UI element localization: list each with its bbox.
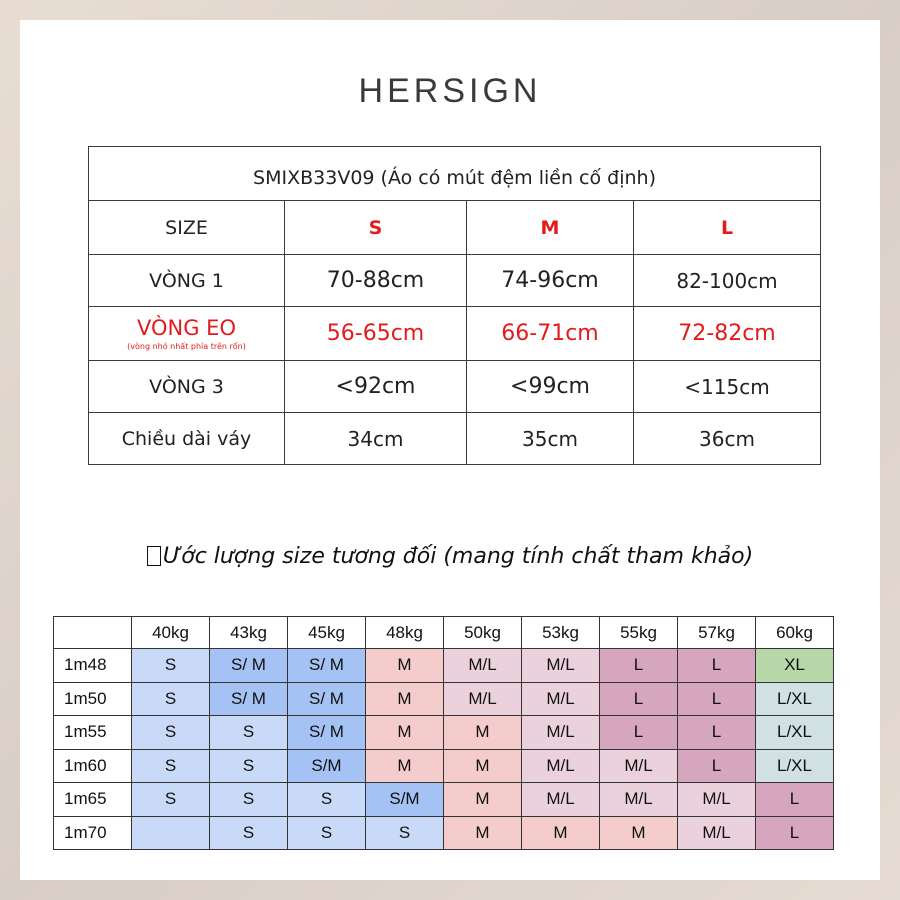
size-cell: L <box>678 649 756 683</box>
size-cell: M <box>366 649 444 683</box>
size-cell: M/L <box>600 749 678 783</box>
size-cell: M/L <box>522 649 600 683</box>
checkbox-glyph-icon <box>147 546 161 566</box>
table-row <box>54 716 834 750</box>
length-l: 36cm <box>634 413 821 465</box>
bust-l: 82-100cm <box>634 255 821 307</box>
height-label: 1m65 <box>54 783 132 817</box>
size-cell: L <box>678 682 756 716</box>
size-cell: L <box>678 749 756 783</box>
row-label-bust: VÒNG 1 <box>89 255 285 307</box>
table-row <box>54 816 834 850</box>
size-cell: L <box>600 682 678 716</box>
size-cell: M/L <box>678 816 756 850</box>
size-cell: S <box>132 716 210 750</box>
size-cell: S <box>132 783 210 817</box>
size-cell: M/L <box>600 783 678 817</box>
length-s: 34cm <box>285 413 467 465</box>
size-cell: S <box>288 783 366 817</box>
estimate-heading-text: Ước lượng size tương đối (mang tính chất tham khảo) <box>162 544 754 569</box>
size-cell: S/M <box>288 749 366 783</box>
size-cell: L <box>756 816 834 850</box>
bust-m: 74-96cm <box>467 255 634 307</box>
size-cell: M/L <box>522 749 600 783</box>
hip-s: <92cm <box>285 361 467 413</box>
height-label: 1m55 <box>54 716 132 750</box>
size-chart-card <box>20 20 880 880</box>
size-cell: S <box>288 816 366 850</box>
size-cell: M <box>444 716 522 750</box>
size-header-s: S <box>285 201 467 255</box>
table-row <box>54 783 834 817</box>
size-cell: S <box>366 816 444 850</box>
size-cell: L/XL <box>756 682 834 716</box>
size-table <box>88 146 821 465</box>
hip-m: <99cm <box>467 361 634 413</box>
table-row <box>54 749 834 783</box>
waist-l: 72-82cm <box>634 307 821 361</box>
size-cell: M <box>366 682 444 716</box>
bust-s: 70-88cm <box>285 255 467 307</box>
height-label: 1m48 <box>54 649 132 683</box>
size-header-m: M <box>467 201 634 255</box>
weight-header: 57kg <box>678 617 756 649</box>
weight-header: 45kg <box>288 617 366 649</box>
size-cell: XL <box>756 649 834 683</box>
size-cell: S <box>132 682 210 716</box>
product-title: SMIXB33V09 (Áo có mút đệm liền cố định) <box>89 147 821 201</box>
size-cell: L/XL <box>756 749 834 783</box>
size-cell: L <box>600 716 678 750</box>
size-header-label: SIZE <box>89 201 285 255</box>
weight-header: 60kg <box>756 617 834 649</box>
size-cell: S <box>132 649 210 683</box>
weight-header: 50kg <box>444 617 522 649</box>
row-label-hip: VÒNG 3 <box>89 361 285 413</box>
hip-l: <115cm <box>634 361 821 413</box>
size-cell: S <box>210 816 288 850</box>
row-label-waist <box>89 307 285 361</box>
size-cell <box>132 816 210 850</box>
size-cell: S <box>210 749 288 783</box>
corner-cell <box>54 617 132 649</box>
length-m: 35cm <box>467 413 634 465</box>
brand-logo: HERSIGN <box>358 72 542 110</box>
size-cell: S <box>132 749 210 783</box>
weight-header: 40kg <box>132 617 210 649</box>
size-cell: M/L <box>444 649 522 683</box>
size-cell: S/ M <box>288 682 366 716</box>
size-cell: L <box>600 649 678 683</box>
row-label-length: Chiều dài váy <box>89 413 285 465</box>
size-cell: M <box>444 816 522 850</box>
size-cell: M <box>600 816 678 850</box>
size-cell: S/M <box>366 783 444 817</box>
size-cell: S/ M <box>210 682 288 716</box>
size-cell: L <box>756 783 834 817</box>
estimate-heading <box>20 544 880 569</box>
size-cell: M <box>522 816 600 850</box>
waist-m: 66-71cm <box>467 307 634 361</box>
weight-header: 55kg <box>600 617 678 649</box>
size-cell: M <box>366 749 444 783</box>
waist-note: (vòng nhỏ nhất phía trên rốn) <box>127 342 246 351</box>
size-cell: L/XL <box>756 716 834 750</box>
table-row <box>54 649 834 683</box>
weight-header: 53kg <box>522 617 600 649</box>
height-label: 1m60 <box>54 749 132 783</box>
size-cell: M/L <box>522 682 600 716</box>
weight-header: 43kg <box>210 617 288 649</box>
size-header-l: L <box>634 201 821 255</box>
size-cell: S/ M <box>210 649 288 683</box>
height-label: 1m70 <box>54 816 132 850</box>
size-cell: S/ M <box>288 649 366 683</box>
size-cell: S <box>210 716 288 750</box>
size-cell: M/L <box>444 682 522 716</box>
size-cell: S/ M <box>288 716 366 750</box>
estimate-body <box>54 649 834 850</box>
size-cell: M <box>366 716 444 750</box>
size-cell: S <box>210 783 288 817</box>
waist-label: VÒNG EO <box>137 316 236 340</box>
table-row <box>54 682 834 716</box>
weight-header-row <box>54 617 834 649</box>
height-label: 1m50 <box>54 682 132 716</box>
size-estimate-table <box>53 616 834 850</box>
size-cell: M/L <box>678 783 756 817</box>
size-cell: L <box>678 716 756 750</box>
size-cell: M <box>444 749 522 783</box>
weight-header: 48kg <box>366 617 444 649</box>
size-cell: M <box>444 783 522 817</box>
size-cell: M/L <box>522 783 600 817</box>
size-cell: M/L <box>522 716 600 750</box>
waist-s: 56-65cm <box>285 307 467 361</box>
